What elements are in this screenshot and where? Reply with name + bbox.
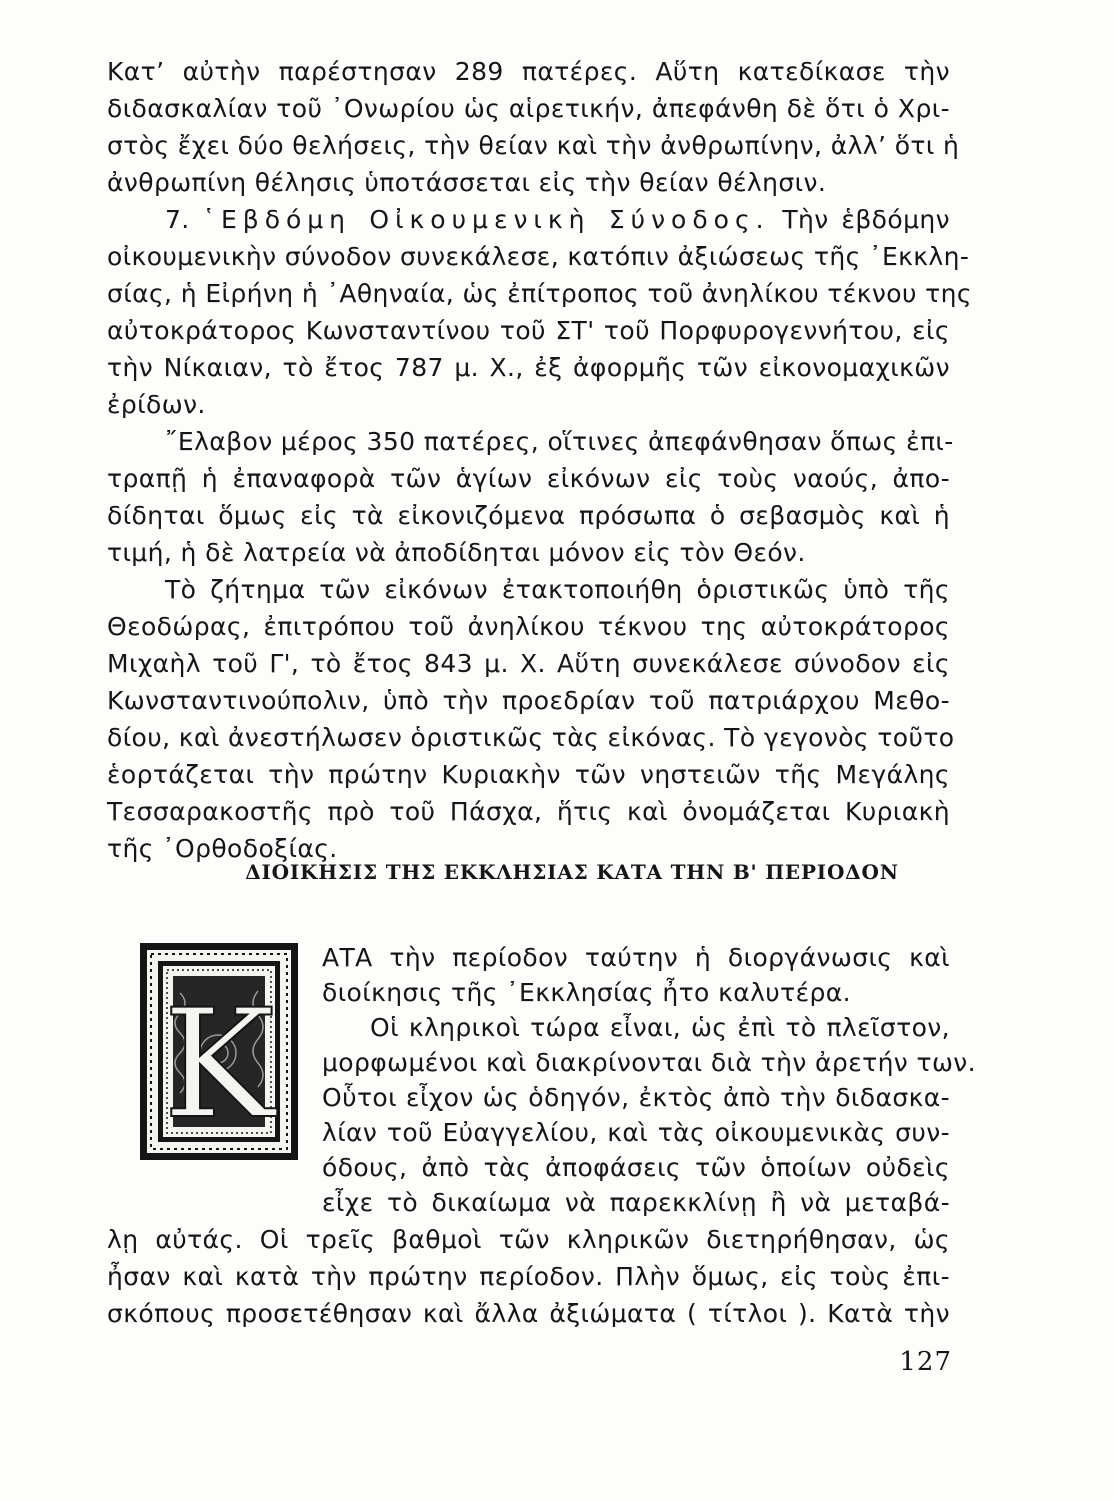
dropcap-letter: Κ xyxy=(162,978,276,1152)
text-line: διοίκησις τῆς ᾿Εκκλησίας ἦτο καλυτέρα. xyxy=(322,978,852,1007)
section-title: ῾Εβδόμη Οἰκουμενικὴ Σύνοδος. xyxy=(202,205,770,234)
text-line: σκόπους προσετέθησαν καὶ ἄλλα ἀξιώματα ( τίτλοι ). Κατὰ τὴν xyxy=(107,1299,950,1328)
text-line: Μιχαὴλ τοῦ Γ', τὸ ἔτος 843 μ. Χ. Αὕτη συνεκάλεσε σύνοδον εἰς xyxy=(107,649,950,678)
text-line: τὴν Νίκαιαν, τὸ ἔτος 787 μ. Χ., ἐξ ἀφορμῆς τῶν εἰκονομαχικῶν xyxy=(107,353,950,382)
text-line: Κωνσταντινούπολιν, ὑπὸ τὴν προεδρίαν τοῦ πατριάρχου Μεθο- xyxy=(107,686,950,715)
text-line: διδασκαλίαν τοῦ ᾿Ονωρίου ὡς αἱρετικήν, ἀπεφάνθη δὲ ὅτι ὁ Χρι- xyxy=(107,94,950,123)
text-line: ἑορτάζεται τὴν πρώτην Κυριακὴν τῶν νηστειῶν τῆς Μεγάλης xyxy=(107,760,950,789)
section-first-rest: Τὴν ἑβδόμην xyxy=(782,205,950,234)
text-line: λῃ αὐτάς. Οἱ τρεῖς βαθμοὶ τῶν κληρικῶν διετηρήθησαν, ὡς xyxy=(107,1225,950,1254)
text-line: Οἱ κληρικοὶ τώρα εἶναι, ὡς ἐπὶ τὸ πλεῖστον, xyxy=(370,1013,950,1042)
text-line: τῆς ᾿Ορθοδοξίας. xyxy=(107,834,338,863)
text-line: δίου, καὶ ἀνεστήλωσεν ὁριστικῶς τὰς εἰκόνας. Τὸ γεγονὸς τοῦτο xyxy=(107,723,955,752)
dropcap-k-ornament xyxy=(140,943,298,1160)
text-line: Τεσσαρακοστῆς πρὸ τοῦ Πάσχα, ἥτις καὶ ὀνομάζεται Κυριακὴ xyxy=(107,797,950,826)
text-line: τιμή, ἡ δὲ λατρεία νὰ ἀποδίδηται μόνον εἰς τὸν Θεόν. xyxy=(107,538,806,567)
text-line: ἐρίδων. xyxy=(107,390,206,419)
section-heading: ΔΙΟΙΚΗΣΙΣ ΤΗΣ ΕΚΚΛΗΣΙΑΣ ΚΑΤΑ ΤΗΝ Β' ΠΕΡΙΟΔΟΝ xyxy=(245,860,899,884)
text-line: ΑΤΑ τὴν περίοδον ταύτην ἡ διοργάνωσις καὶ xyxy=(322,943,950,972)
text-line: Οὗτοι εἶχον ὡς ὁδηγόν, ἐκτὸς ἀπὸ τὴν διδασκα- xyxy=(322,1083,950,1112)
section-number: 7. xyxy=(165,205,190,234)
text-line: ἦσαν καὶ κατὰ τὴν πρώτην περίοδον. Πλὴν ὅμως, εἰς τοὺς ἐπι- xyxy=(107,1262,950,1291)
text-line: εἶχε τὸ δικαίωμα νὰ παρεκκλίνῃ ἢ νὰ μεταβά- xyxy=(322,1188,950,1217)
text-line: οἰκουμενικὴν σύνοδον συνεκάλεσε, κατόπιν ἀξιώσεως τῆς ᾿Εκκλη- xyxy=(107,242,970,271)
text-line: στὸς ἔχει δύο θελήσεις, τὴν θείαν καὶ τὴν ἀνθρωπίνην, ἀλλ’ ὅτι ἡ xyxy=(107,131,960,160)
text-line: Κατ’ αὐτὴν παρέστησαν 289 πατέρες. Αὕτη κατεδίκασε τὴν xyxy=(107,57,950,86)
text-line: όδους, ἀπὸ τὰς ἀποφάσεις τῶν ὁποίων οὐδεὶς xyxy=(322,1153,950,1182)
text-line: Θεοδώρας, ἐπιτρόπου τοῦ ἀνηλίκου τέκνου της αὐτοκράτορος xyxy=(107,612,950,641)
text-line: σίας, ἡ Εἰρήνη ἡ ᾿Αθηναία, ὡς ἐπίτροπος τοῦ ἀνηλίκου τέκνου της xyxy=(107,279,972,308)
text-line: δίδηται ὅμως εἰς τὰ εἰκονιζόμενα πρόσωπα ὁ σεβασμὸς καὶ ἡ xyxy=(107,501,950,530)
text-line: αὐτοκράτορος Κωνσταντίνου τοῦ ΣΤ' τοῦ Πορφυρογεννήτου, εἰς xyxy=(107,316,950,345)
text-line: Τὸ ζήτημα τῶν εἰκόνων ἐτακτοποιήθη ὁριστικῶς ὑπὸ τῆς xyxy=(165,575,950,604)
text-line: λίαν τοῦ Εὐαγγελίου, καὶ τὰς οἰκουμενικὰς συν- xyxy=(322,1118,950,1147)
page-number: 127 xyxy=(899,1347,952,1377)
text-line: ῎Ελαβον μέρος 350 πατέρες, οἵτινες ἀπεφάνθησαν ὅπως ἐπι- xyxy=(165,427,954,456)
text-line: μορφωμένοι καὶ διακρίνονται διὰ τὴν ἀρετήν των. xyxy=(322,1048,977,1077)
text-line: ἀνθρωπίνη θέλησις ὑποτάσσεται εἰς τὴν θείαν θέλησιν. xyxy=(107,168,827,197)
text-line: τραπῇ ἡ ἐπαναφορὰ τῶν ἁγίων εἰκόνων εἰς τοὺς ναούς, ἀπο- xyxy=(107,464,950,493)
section-7-first-line xyxy=(107,205,950,235)
